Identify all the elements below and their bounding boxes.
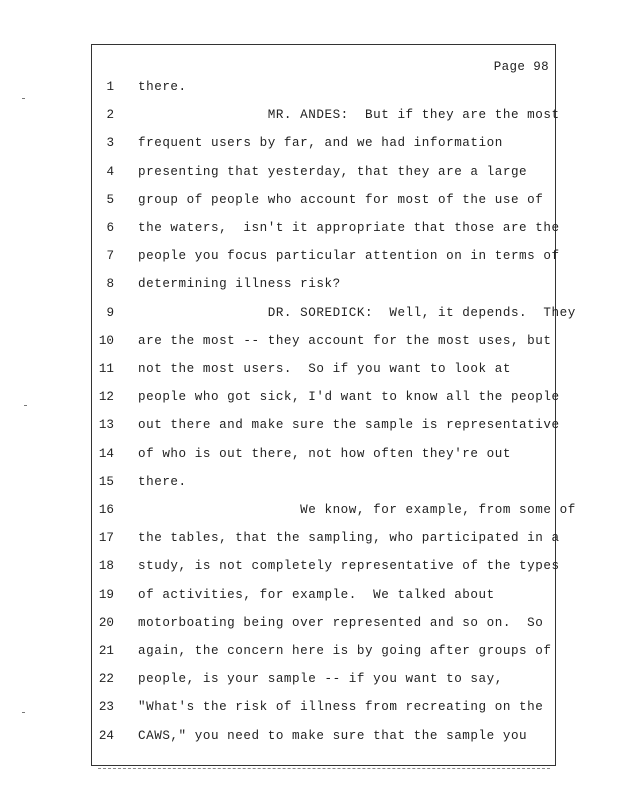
line-number: 8 bbox=[106, 277, 114, 292]
line-number: 6 bbox=[106, 221, 114, 235]
transcript-line bbox=[0, 303, 618, 323]
line-text: the waters, isn't it appropriate that those are the bbox=[138, 221, 560, 235]
transcript-line bbox=[0, 359, 618, 379]
line-text: We know, for example, from some of bbox=[138, 503, 576, 517]
line-number: 7 bbox=[106, 249, 114, 264]
line-number: 14 bbox=[98, 446, 114, 461]
transcript-line bbox=[0, 133, 618, 153]
line-number: 23 bbox=[98, 700, 114, 715]
transcript-line bbox=[0, 274, 618, 294]
line-text: people who got sick, I'd want to know all the people bbox=[138, 390, 560, 405]
line-text: DR. SOREDICK: Well, it depends. They bbox=[138, 305, 576, 320]
transcript-line bbox=[0, 585, 618, 605]
margin-mark bbox=[22, 98, 25, 99]
line-text: the tables, that the sampling, who participated in a bbox=[138, 531, 560, 546]
line-text: CAWS," you need to make sure that the sample you bbox=[138, 728, 528, 743]
transcript-line bbox=[0, 105, 618, 125]
line-text: not the most users. So if you want to look at bbox=[138, 362, 511, 376]
line-number: 2 bbox=[106, 108, 114, 123]
line-number: 4 bbox=[106, 164, 114, 179]
line-text: people, is your sample -- if you want to say, bbox=[138, 672, 503, 687]
line-number: 1 bbox=[106, 80, 114, 94]
line-number: 3 bbox=[106, 136, 114, 151]
line-number: 17 bbox=[98, 531, 114, 546]
line-number: 20 bbox=[98, 615, 114, 630]
line-number: 15 bbox=[98, 474, 114, 489]
line-number: 21 bbox=[98, 644, 114, 658]
line-text: MR. ANDES: But if they are the most bbox=[138, 108, 560, 123]
line-text: of who is out there, not how often they're out bbox=[138, 446, 511, 461]
transcript-line bbox=[0, 697, 618, 717]
line-number: 13 bbox=[98, 418, 114, 433]
line-number: 5 bbox=[106, 192, 114, 207]
transcript-line bbox=[0, 246, 618, 266]
line-text: motorboating being over represented and so on. So bbox=[138, 615, 544, 630]
transcript-line bbox=[0, 500, 618, 520]
margin-mark bbox=[24, 405, 27, 406]
transcript-line bbox=[0, 190, 618, 210]
line-number: 24 bbox=[98, 728, 114, 743]
transcript-line bbox=[0, 415, 618, 435]
line-text: again, the concern here is by going after groups of bbox=[138, 644, 552, 658]
line-text: there. bbox=[138, 474, 187, 489]
line-number: 16 bbox=[98, 503, 114, 517]
line-text: are the most -- they account for the most uses, but bbox=[138, 333, 552, 348]
transcript-line bbox=[0, 162, 618, 182]
transcript-line bbox=[0, 472, 618, 492]
transcript-line bbox=[0, 218, 618, 238]
transcript-line bbox=[0, 77, 618, 97]
line-number: 10 bbox=[98, 333, 114, 348]
margin-mark bbox=[22, 712, 25, 713]
line-number: 18 bbox=[98, 559, 114, 574]
transcript-line bbox=[0, 669, 618, 689]
line-number: 9 bbox=[106, 305, 114, 320]
line-text: group of people who account for most of the use of bbox=[138, 192, 544, 207]
transcript-line bbox=[0, 726, 618, 746]
line-text: presenting that yesterday, that they are a large bbox=[138, 164, 528, 179]
line-text: there. bbox=[138, 80, 187, 94]
bottom-rule bbox=[98, 768, 550, 769]
transcript-line bbox=[0, 556, 618, 576]
transcript-line bbox=[0, 528, 618, 548]
transcript-line bbox=[0, 444, 618, 464]
line-number: 22 bbox=[98, 672, 114, 687]
line-number: 11 bbox=[98, 362, 114, 376]
line-text: "What's the risk of illness from recreating on the bbox=[138, 700, 544, 715]
line-text: determining illness risk? bbox=[138, 277, 341, 292]
transcript-line bbox=[0, 387, 618, 407]
transcript-line bbox=[0, 641, 618, 661]
line-text: out there and make sure the sample is representative bbox=[138, 418, 560, 433]
line-text: study, is not completely representative of the types bbox=[138, 559, 560, 574]
line-text: of activities, for example. We talked about bbox=[138, 587, 495, 602]
page-number: Page 98 bbox=[493, 60, 549, 74]
line-number: 19 bbox=[98, 587, 114, 602]
line-text: frequent users by far, and we had information bbox=[138, 136, 503, 151]
line-number: 12 bbox=[98, 390, 114, 405]
transcript-line bbox=[0, 613, 618, 633]
transcript-line bbox=[0, 331, 618, 351]
line-text: people you focus particular attention on in terms of bbox=[138, 249, 560, 264]
